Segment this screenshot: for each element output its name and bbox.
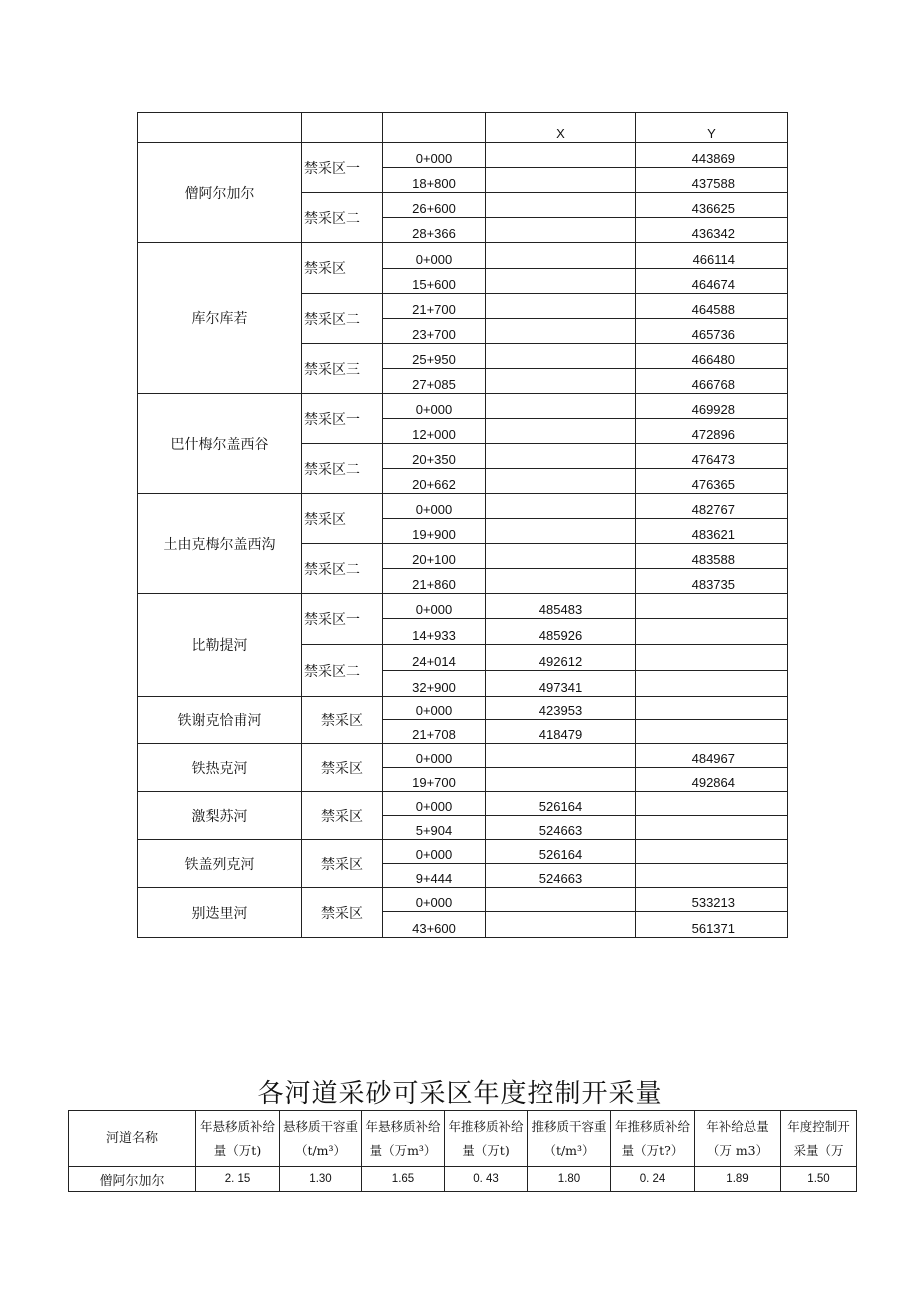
river-name: 铁盖列克河 <box>138 840 302 888</box>
x-coordinate <box>486 744 636 768</box>
zone-name: 禁采区 <box>302 792 383 840</box>
station-value: 20+662 <box>383 469 486 494</box>
y-coordinate <box>636 619 788 645</box>
table-row <box>138 243 788 269</box>
y-coordinate: 482767 <box>636 494 788 519</box>
station-value: 43+600 <box>383 912 486 938</box>
x-coordinate: 526164 <box>486 840 636 864</box>
y-coordinate: 476365 <box>636 469 788 494</box>
x-coordinate: 485483 <box>486 594 636 619</box>
y-coordinate: 466480 <box>636 344 788 369</box>
table-row <box>138 697 788 720</box>
zone-name: 禁采区 <box>302 243 383 294</box>
y-coordinate <box>636 645 788 671</box>
table-row <box>138 594 788 619</box>
y-coordinate: 465736 <box>636 319 788 344</box>
y-coordinate: 472896 <box>636 419 788 444</box>
river-name: 激梨苏河 <box>138 792 302 840</box>
column-header-cell <box>362 1111 445 1167</box>
x-coordinate <box>486 369 636 394</box>
station-value: 23+700 <box>383 319 486 344</box>
station-value: 24+014 <box>383 645 486 671</box>
x-coordinate <box>486 294 636 319</box>
x-coordinate: 423953 <box>486 697 636 720</box>
station-value: 0+000 <box>383 394 486 419</box>
table-row <box>138 494 788 519</box>
river-name: 僧阿尔加尔 <box>69 1167 196 1192</box>
station-value: 0+000 <box>383 143 486 168</box>
station-value: 28+366 <box>383 218 486 243</box>
y-coordinate: 464674 <box>636 269 788 294</box>
station-value: 27+085 <box>383 369 486 394</box>
zone-name: 禁采区 <box>302 840 383 888</box>
column-header-cell <box>528 1111 611 1167</box>
table-cell: 1.80 <box>528 1167 611 1192</box>
table-row <box>138 792 788 816</box>
x-coordinate <box>486 319 636 344</box>
station-value: 26+600 <box>383 193 486 218</box>
river-name: 巴什梅尔盖西谷 <box>138 394 302 494</box>
header-row <box>138 113 788 143</box>
x-coordinate <box>486 269 636 294</box>
annual-extraction-title: 各河道采砂可采区年度控制开采量 <box>257 1079 663 1109</box>
table-row <box>138 744 788 768</box>
column-header: 年推移质补给量（万t) <box>448 1118 524 1158</box>
x-coordinate <box>486 419 636 444</box>
y-coordinate <box>636 864 788 888</box>
x-coordinate <box>486 218 636 243</box>
zone-name: 禁采区三 <box>302 344 383 394</box>
table-cell: 1.89 <box>695 1167 781 1192</box>
column-header: 年悬移质补给量（万t) <box>199 1118 275 1158</box>
table-row <box>138 394 788 419</box>
y-coordinate: 466114 <box>636 243 788 269</box>
column-header-cell <box>196 1111 280 1167</box>
station-value: 18+800 <box>383 168 486 193</box>
y-coordinate <box>636 816 788 840</box>
column-header: X <box>486 113 636 143</box>
table-cell: 1.65 <box>362 1167 445 1192</box>
column-header-cell <box>445 1111 528 1167</box>
river-name: 土由克梅尔盖西沟 <box>138 494 302 594</box>
zone-name: 禁采区一 <box>302 143 383 193</box>
table-row <box>69 1167 857 1192</box>
zone-name: 禁采区 <box>302 744 383 792</box>
y-coordinate <box>636 792 788 816</box>
x-coordinate <box>486 143 636 168</box>
column-header: 年补给总量（万 m3） <box>706 1118 769 1158</box>
zone-name: 禁采区一 <box>302 594 383 645</box>
x-coordinate <box>486 344 636 369</box>
column-header: 年度控制开采量（万 <box>787 1118 850 1158</box>
x-coordinate <box>486 544 636 569</box>
station-value: 19+700 <box>383 768 486 792</box>
x-coordinate <box>486 394 636 419</box>
x-coordinate <box>486 193 636 218</box>
river-name: 比勒提河 <box>138 594 302 697</box>
x-coordinate <box>486 888 636 912</box>
y-coordinate <box>636 720 788 744</box>
y-coordinate: 483735 <box>636 569 788 594</box>
x-coordinate <box>486 519 636 544</box>
x-coordinate: 485926 <box>486 619 636 645</box>
y-coordinate: 436342 <box>636 218 788 243</box>
y-coordinate: 443869 <box>636 143 788 168</box>
x-coordinate <box>486 168 636 193</box>
x-coordinate <box>486 469 636 494</box>
table-cell: 1.30 <box>280 1167 362 1192</box>
x-coordinate: 418479 <box>486 720 636 744</box>
station-value: 21+708 <box>383 720 486 744</box>
column-header: 推移质干容重（t/m³） <box>531 1118 607 1158</box>
station-value: 21+860 <box>383 569 486 594</box>
forbidden-zone-coordinate-table <box>137 112 788 938</box>
x-coordinate <box>486 243 636 269</box>
y-coordinate: 483588 <box>636 544 788 569</box>
column-header: 年悬移质补给量（万m³） <box>365 1118 441 1158</box>
x-coordinate: 524663 <box>486 864 636 888</box>
zone-name: 禁采区二 <box>302 645 383 697</box>
column-header: 年推移质补给量（万t?） <box>614 1118 690 1158</box>
table-cell: 0. 24 <box>611 1167 695 1192</box>
zone-name: 禁采区 <box>302 697 383 744</box>
zone-name: 禁采区二 <box>302 544 383 594</box>
y-coordinate: 464588 <box>636 294 788 319</box>
river-name: 库尔库若 <box>138 243 302 394</box>
station-value: 25+950 <box>383 344 486 369</box>
x-coordinate <box>486 494 636 519</box>
station-value: 0+000 <box>383 744 486 768</box>
column-header-cell <box>695 1111 781 1167</box>
y-coordinate <box>636 840 788 864</box>
column-header-cell <box>280 1111 362 1167</box>
table-row <box>138 840 788 864</box>
y-coordinate <box>636 671 788 697</box>
y-coordinate <box>636 697 788 720</box>
annual-extraction-table <box>68 1110 857 1192</box>
x-coordinate <box>486 912 636 938</box>
column-header-cell <box>781 1111 857 1167</box>
column-header: 河道名称 <box>69 1111 196 1167</box>
column-header <box>302 113 383 143</box>
station-value: 0+000 <box>383 594 486 619</box>
column-header: Y <box>636 113 788 143</box>
y-coordinate: 483621 <box>636 519 788 544</box>
table-row <box>138 143 788 168</box>
column-header-cell <box>611 1111 695 1167</box>
y-coordinate: 476473 <box>636 444 788 469</box>
y-coordinate: 484967 <box>636 744 788 768</box>
x-coordinate: 526164 <box>486 792 636 816</box>
zone-name: 禁采区二 <box>302 444 383 494</box>
y-coordinate: 533213 <box>636 888 788 912</box>
table-row <box>138 888 788 912</box>
x-coordinate: 497341 <box>486 671 636 697</box>
y-coordinate: 437588 <box>636 168 788 193</box>
river-name: 别迭里河 <box>138 888 302 938</box>
station-value: 0+000 <box>383 697 486 720</box>
x-coordinate <box>486 569 636 594</box>
zone-name: 禁采区二 <box>302 193 383 243</box>
station-value: 0+000 <box>383 494 486 519</box>
y-coordinate <box>636 594 788 619</box>
station-value: 0+000 <box>383 888 486 912</box>
station-value: 20+100 <box>383 544 486 569</box>
station-value: 0+000 <box>383 243 486 269</box>
table-cell: 2. 15 <box>196 1167 280 1192</box>
zone-name: 禁采区 <box>302 494 383 544</box>
y-coordinate: 436625 <box>636 193 788 218</box>
river-name: 铁热克河 <box>138 744 302 792</box>
x-coordinate: 492612 <box>486 645 636 671</box>
table-cell: 1.50 <box>781 1167 857 1192</box>
column-header <box>138 113 302 143</box>
station-value: 20+350 <box>383 444 486 469</box>
station-value: 12+000 <box>383 419 486 444</box>
column-header: 悬移质干容重（t/m³） <box>282 1118 358 1158</box>
station-value: 9+444 <box>383 864 486 888</box>
zone-name: 禁采区一 <box>302 394 383 444</box>
station-value: 0+000 <box>383 792 486 816</box>
y-coordinate: 492864 <box>636 768 788 792</box>
y-coordinate: 561371 <box>636 912 788 938</box>
x-coordinate: 524663 <box>486 816 636 840</box>
y-coordinate: 469928 <box>636 394 788 419</box>
x-coordinate <box>486 768 636 792</box>
station-value: 19+900 <box>383 519 486 544</box>
zone-name: 禁采区 <box>302 888 383 938</box>
zone-name: 禁采区二 <box>302 294 383 344</box>
station-value: 5+904 <box>383 816 486 840</box>
y-coordinate: 466768 <box>636 369 788 394</box>
station-value: 14+933 <box>383 619 486 645</box>
station-value: 0+000 <box>383 840 486 864</box>
column-header <box>383 113 486 143</box>
header-row <box>69 1111 857 1167</box>
river-name: 铁谢克恰甫河 <box>138 697 302 744</box>
table-cell: 0. 43 <box>445 1167 528 1192</box>
x-coordinate <box>486 444 636 469</box>
river-name: 僧阿尔加尔 <box>138 143 302 243</box>
station-value: 15+600 <box>383 269 486 294</box>
station-value: 32+900 <box>383 671 486 697</box>
station-value: 21+700 <box>383 294 486 319</box>
